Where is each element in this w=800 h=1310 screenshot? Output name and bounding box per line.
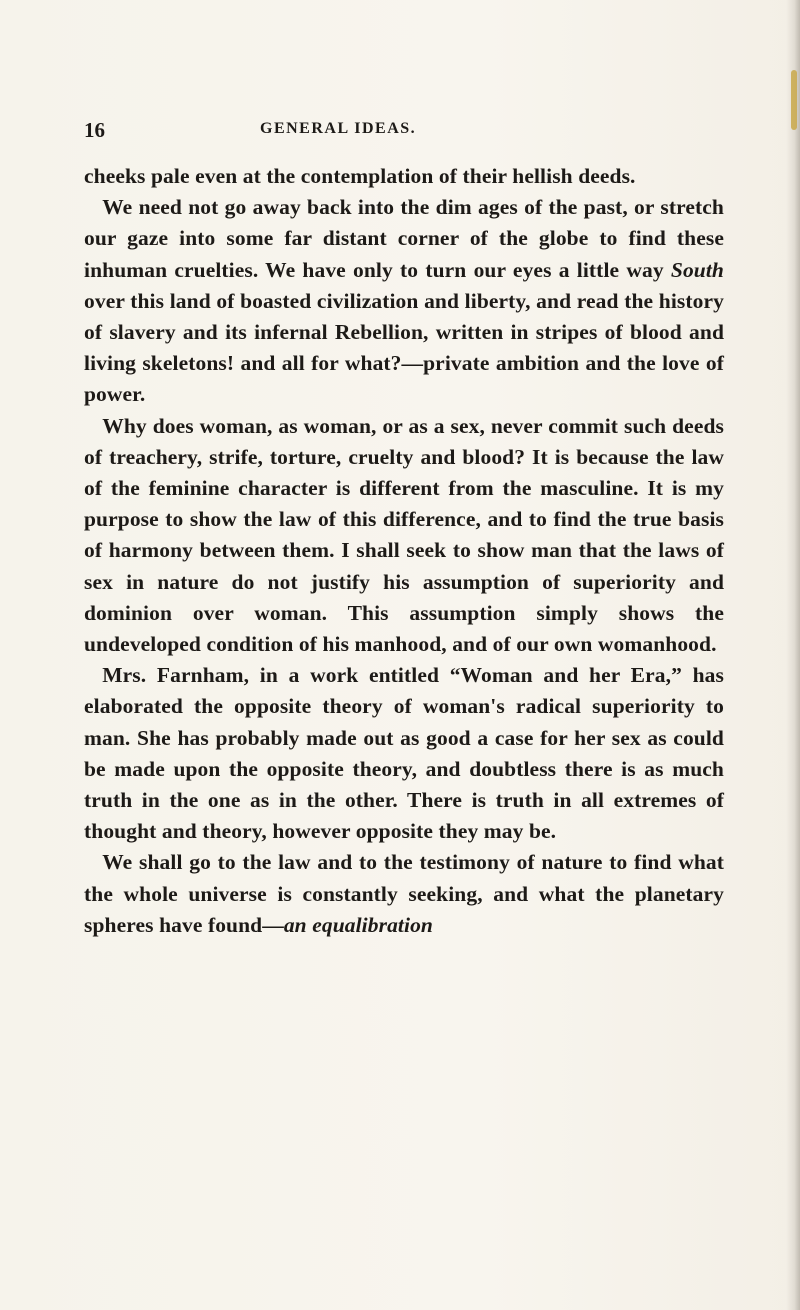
paragraph-5-pre: We shall go to the law and to the testimony of nature to find what the whole universe is constantly seeking, and what the planetary spheres have found— — [84, 850, 724, 937]
body-text — [84, 161, 724, 941]
edge-tab-mark — [791, 70, 797, 130]
paragraph-4 — [84, 660, 724, 847]
paragraph-2-post: over this land of boasted civilization and liberty, and read the history of slavery and its infernal Rebellion, written in stripes of blood and living skeletons! and all for what?—private ambition and the love of power. — [84, 288, 724, 407]
paragraph-1 — [84, 161, 724, 192]
paragraph-3 — [84, 411, 724, 661]
paragraph-2-italic: South — [670, 257, 724, 282]
paragraph-2 — [84, 192, 724, 410]
running-title: GENERAL IDEAS. — [260, 120, 417, 137]
page-edge-shadow — [786, 0, 800, 1310]
paragraph-4-text: Mrs. Farnham, in a work entitled “Woman and her Era,” has elaborated the opposite theory of woman's radical superiority to man. She has probably made out as good a case for her sex as could be made upon the opposite theory, and doubtless there is as much truth in the one as in the other. There is truth in all extremes of thought and theory, however opposite they may be. — [84, 663, 724, 844]
paragraph-1-text: cheeks pale even at the contemplation of their hellish deeds. — [84, 164, 636, 188]
paragraph-2-pre: We need not go away back into the dim ages of the past, or stretch our gaze into some far distant corner of the globe to find these inhuman cruelties. We have only to turn our eyes a little way — [84, 195, 724, 282]
page-number: 16 — [84, 118, 105, 142]
paragraph-5-italic: an equalibration — [283, 912, 433, 937]
page-header — [84, 118, 724, 144]
paragraph-3-text: Why does woman, as woman, or as a sex, never commit such deeds of treachery, strife, torture, cruelty and blood? It is because the law of the feminine character is different from the masculine. It is my purpose to show the law of this difference, and to find the true basis of harmony between them. I shall seek to show man that the laws of sex in nature do not justify his assumption of superiority and dominion over woman. This assumption simply shows the undeveloped condition of his manhood, and of our own womanhood. — [84, 413, 724, 657]
paragraph-5 — [84, 847, 724, 941]
